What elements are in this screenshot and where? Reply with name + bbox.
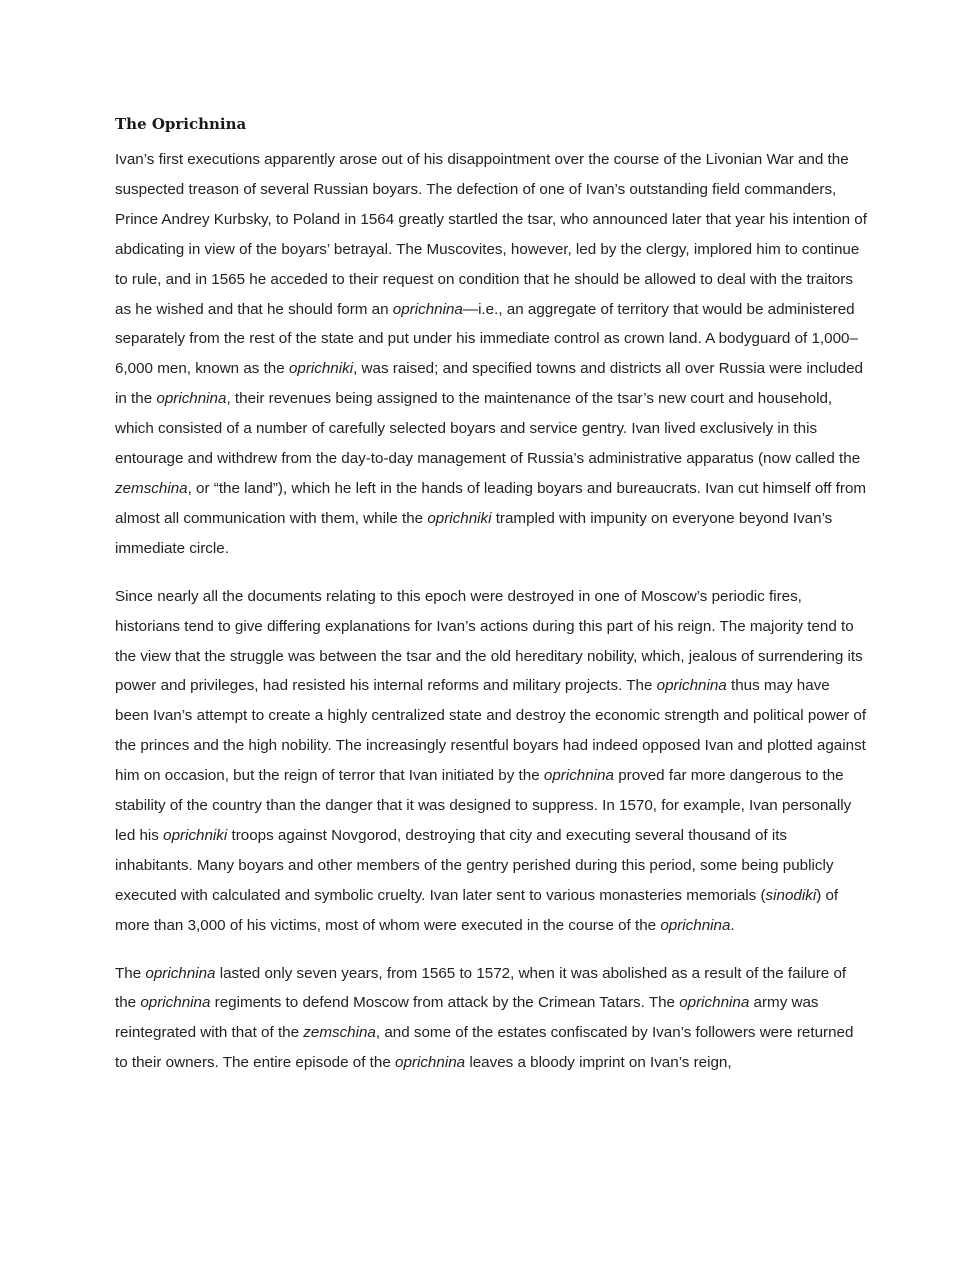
paragraph-3: The oprichnina lasted only seven years, from 1565 to 1572, when it was abolished as a result of the failure of the oprichnina regiments to defend Moscow from attack by the Crimean Tatars. The oprichnina army was reintegrated with that of the zemschina, and some of the estates confiscated by Ivan’s followers were returned to their owners. The entire episode of the oprichnina leaves a bloody imprint on Ivan’s reign,: [115, 964, 854, 1072]
italic-term: oprichnina: [156, 390, 227, 408]
italic-term: zemschina: [303, 1024, 376, 1042]
italic-term: oprichniki: [427, 509, 492, 527]
italic-term: oprichnina: [140, 994, 211, 1012]
document-page: [115, 113, 867, 1096]
italic-term: sinodiki: [765, 886, 817, 904]
paragraph-1: Ivan’s first executions apparently arose out of his disappointment over the course of the Livonian War and the suspected treason of several Russian boyars. The defection of one of Ivan’s outstanding field commanders, Prince Andrey Kurbsky, to Poland in 1564 greatly startled the tsar, who announced later that year his intention of abdicating in view of the boyars’ betrayal. The Muscovites, however, led by the clergy, implored him to continue to rule, and in 1565 he acceded to their request on condition that he should be allowed to deal with the traitors as he wished and that he should form an oprichnina—i.e., an aggregate of territory that would be administered separately from the rest of the state and put under his immediate control as crown land. A bodyguard of 1,000–6,000 men, known as the oprichniki, was raised; and specified towns and districts all over Russia were included in the oprichnina, their revenues being assigned to the maintenance of the tsar’s new court and household, which consisted of a number of carefully selected boyars and service gentry. Ivan lived exclusively in this entourage and withdrew from the day-to-day management of Russia’s administrative apparatus (now called the zemschina, or “the land”), which he left in the hands of leading boyars and bureaucrats. Ivan cut himself off from almost all communication with them, while the oprichniki trampled with impunity on everyone beyond Ivan’s immediate circle.: [115, 151, 867, 557]
italic-term: oprichnina: [543, 767, 614, 785]
italic-term: oprichnina: [660, 916, 731, 934]
italic-term: oprichnina: [679, 994, 750, 1012]
italic-term: oprichniki: [163, 826, 228, 844]
italic-term: oprichniki: [288, 360, 354, 378]
italic-term: zemschina: [115, 479, 188, 497]
paragraph-2: Since nearly all the documents relating to this epoch were destroyed in one of Moscow’s periodic fires, historians tend to give differing explanations for Ivan’s actions during this part of his reign. The majority tend to the view that the struggle was between the tsar and the old hereditary nobility, which, jealous of surrendering its power and privileges, had resisted his internal reforms and military projects. The oprichnina thus may have been Ivan’s attempt to create a highly centralized state and destroy the economic strength and political power of the princes and the high nobility. The increasingly resentful boyars had indeed opposed Ivan and plotted against him on occasion, but the reign of terror that Ivan initiated by the oprichnina proved far more dangerous to the stability of the country than the danger that it was designed to suppress. In 1570, for example, Ivan personally led his oprichniki troops against Novgorod, destroying that city and executing several thousand of its inhabitants. Many boyars and other members of the gentry perished during this period, some being publicly executed with calculated and symbolic cruelty. Ivan later sent to various monasteries memorials (sinodiki) of more than 3,000 of his victims, most of whom were executed in the course of the oprichnina.: [115, 587, 867, 934]
italic-term: oprichnina: [145, 964, 216, 982]
italic-term: oprichnina: [656, 677, 727, 695]
section-heading: The Oprichnina: [115, 115, 247, 133]
italic-term: oprichnina: [392, 300, 463, 318]
italic-term: oprichnina: [395, 1054, 466, 1072]
